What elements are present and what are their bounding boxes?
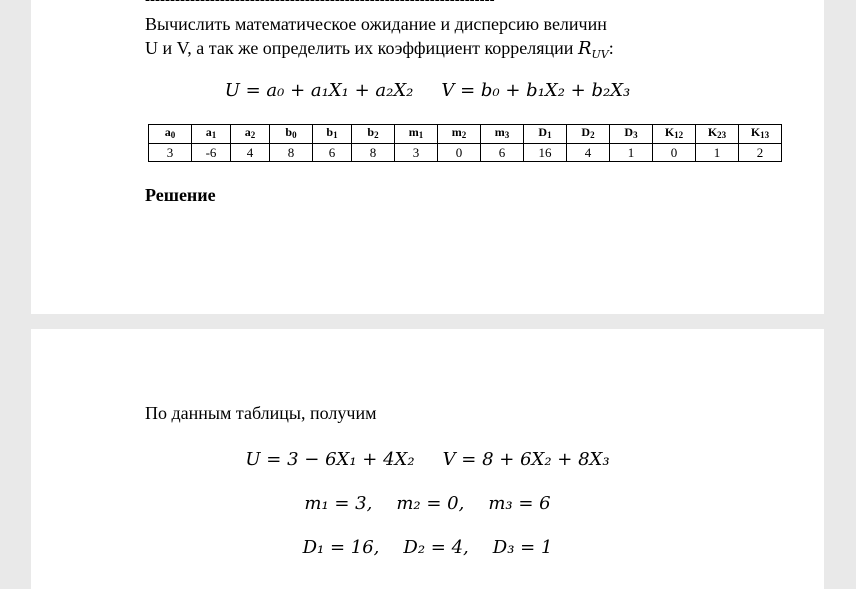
d3-value: D₃ = 1 <box>492 537 553 558</box>
formula-u-definition: U = a₀ + a₁X₁ + a₂X₂ <box>224 80 414 101</box>
value-cell: 2 <box>739 144 782 162</box>
header-cell-base: b <box>285 125 293 139</box>
header-cell-base: a <box>205 125 212 139</box>
variance-values <box>31 537 824 558</box>
header-cell-base: K <box>750 125 761 139</box>
header-cell <box>352 125 395 144</box>
header-cell-base: K <box>707 125 718 139</box>
value-cell: 0 <box>653 144 696 162</box>
header-cell <box>653 125 696 144</box>
header-cell-sub: 2 <box>461 130 467 140</box>
formula-v-definition: V = b₀ + b₁X₂ + b₂X₃ <box>441 80 631 101</box>
header-cell-base: K <box>664 125 675 139</box>
header-cell-sub: 1 <box>547 130 552 140</box>
header-cell <box>395 125 438 144</box>
header-cell-base: D <box>538 125 548 139</box>
task-line-2 <box>145 37 614 66</box>
header-cell-sub: 1 <box>333 130 338 140</box>
correlation-symbol-base: R <box>577 38 592 59</box>
header-cell-sub: 2 <box>250 130 256 140</box>
header-cell-sub: 13 <box>760 130 770 140</box>
solution-heading: Решение <box>145 185 216 205</box>
header-cell-base: D <box>624 125 634 139</box>
header-cell <box>438 125 481 144</box>
value-cell: 1 <box>696 144 739 162</box>
value-cell: 8 <box>270 144 313 162</box>
document-page-1 <box>31 0 824 314</box>
header-cell-sub: 2 <box>374 130 379 140</box>
header-cell <box>192 125 231 144</box>
definition-formulas <box>31 80 824 101</box>
header-cell-base: b <box>326 125 334 139</box>
header-cell-base: a <box>164 125 171 139</box>
d1-value: D₁ = 16, <box>302 537 380 558</box>
header-cell <box>270 125 313 144</box>
header-cell <box>481 125 524 144</box>
header-cell-base: D <box>581 125 591 139</box>
value-cell: 0 <box>438 144 481 162</box>
header-cell-sub: 23 <box>717 130 727 140</box>
value-cell: 3 <box>149 144 192 162</box>
header-cell-sub: 2 <box>590 130 595 140</box>
parameters-table <box>148 124 782 162</box>
value-cell: 6 <box>313 144 352 162</box>
value-cell: 6 <box>481 144 524 162</box>
header-cell-base: m <box>408 125 419 139</box>
value-cell: 1 <box>610 144 653 162</box>
value-cell: 16 <box>524 144 567 162</box>
header-cell-base: m <box>451 125 462 139</box>
header-cell-base: m <box>494 125 505 139</box>
header-cell <box>610 125 653 144</box>
header-cell <box>739 125 782 144</box>
task-line-2-end: : <box>608 38 614 58</box>
separator-dashes: ---------------------------------------------------------------------- <box>145 0 495 8</box>
header-cell <box>231 125 270 144</box>
value-cell: -6 <box>192 144 231 162</box>
header-cell-sub: 12 <box>674 130 684 140</box>
header-cell-sub: 0 <box>170 130 176 140</box>
m2-value: m₂ = 0, <box>396 493 465 514</box>
mean-values <box>31 493 824 514</box>
header-cell-sub: 1 <box>418 130 424 140</box>
header-cell-sub: 3 <box>633 130 638 140</box>
task-line-1: Вычислить математическое ожидание и дисперсию величин <box>145 14 607 34</box>
m1-value: m₁ = 3, <box>304 493 373 514</box>
value-cell: 8 <box>352 144 395 162</box>
header-cell <box>567 125 610 144</box>
m3-value: m₃ = 6 <box>488 493 551 514</box>
value-cell: 4 <box>231 144 270 162</box>
header-cell <box>696 125 739 144</box>
correlation-symbol <box>578 38 609 59</box>
document-page-2 <box>31 329 824 589</box>
header-cell-sub: 1 <box>211 130 217 140</box>
task-line-2-text: U и V, а так же определить их коэффициент корреляции <box>145 38 578 58</box>
header-cell-base: b <box>367 125 375 139</box>
substituted-formulas <box>31 449 824 470</box>
header-cell-base: a <box>244 125 251 139</box>
correlation-symbol-sub: UV <box>591 48 609 61</box>
formula-v-substituted: V = 8 + 6X₂ + 8X₃ <box>442 449 610 470</box>
formula-u-substituted: U = 3 − 6X₁ + 4X₂ <box>245 449 415 470</box>
header-cell <box>524 125 567 144</box>
intro-text: По данным таблицы, получим <box>145 403 377 423</box>
parameters-header-row <box>149 125 782 144</box>
value-cell: 4 <box>567 144 610 162</box>
d2-value: D₂ = 4, <box>403 537 469 558</box>
parameters-value-row <box>149 144 782 162</box>
header-cell-sub: 3 <box>504 130 510 140</box>
value-cell: 3 <box>395 144 438 162</box>
header-cell <box>313 125 352 144</box>
header-cell <box>149 125 192 144</box>
header-cell-sub: 0 <box>292 130 297 140</box>
